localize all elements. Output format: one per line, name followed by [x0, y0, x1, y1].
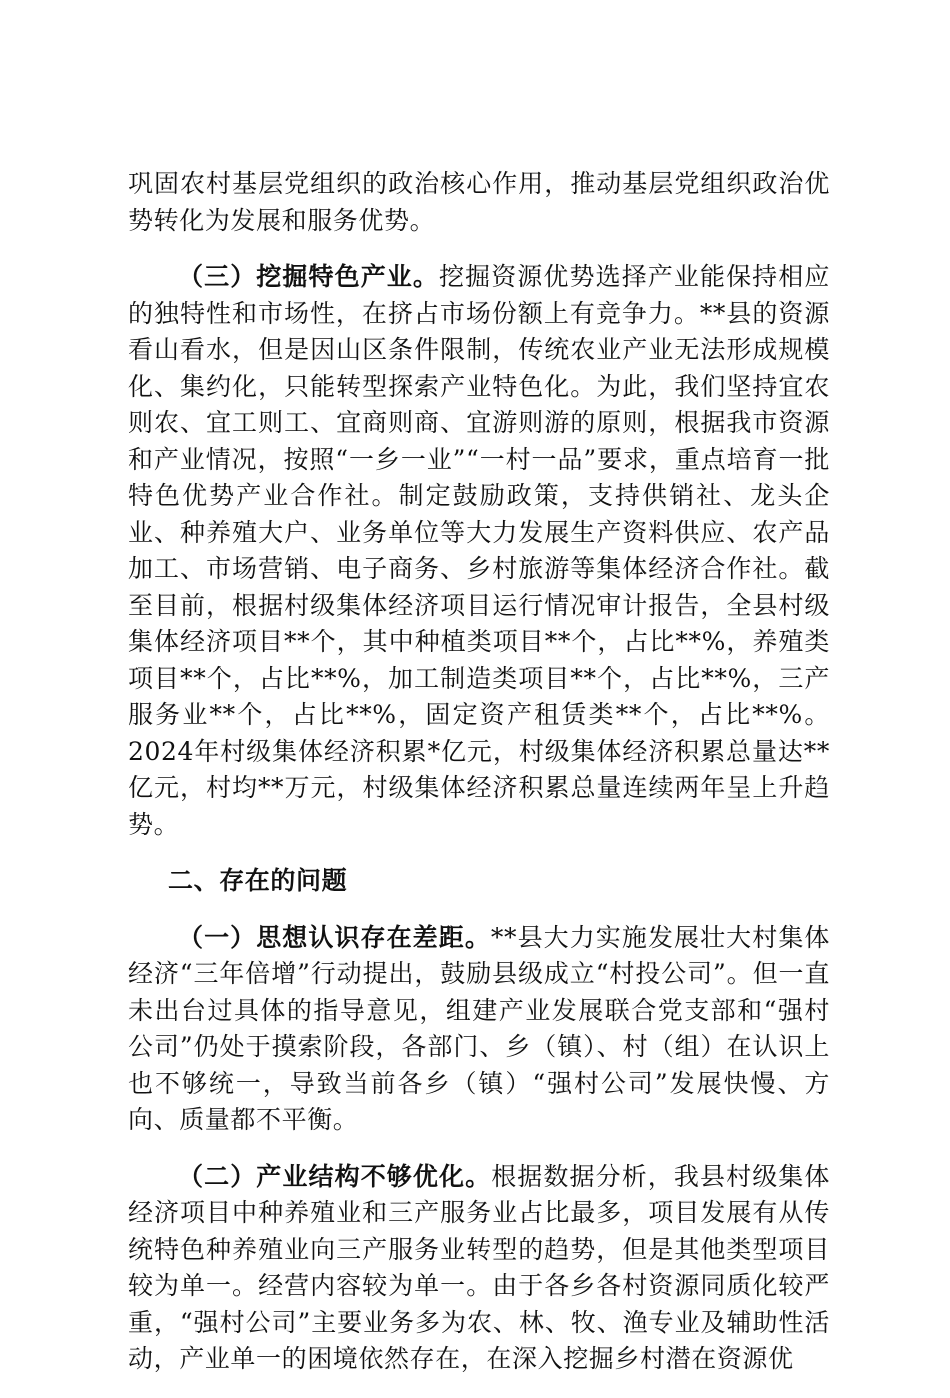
paragraph-text: **县大力实施发展壮大村集体经济“三年倍增”行动提出，鼓励县级成立“村投公司”。但一直未出台过具体的指导意见，组建产业发展联合党支部和“强村公司”仍处于摸索阶段，各部门、乡（镇）、村（组）在认识上也不够统一，导致当前各乡（镇）“强村公司”发展快慢、方向、质量都不平衡。 — [128, 922, 831, 1134]
paragraph-text: 巩固农村基层党组织的政治核心作用，推动基层党组织政治优势转化为发展和服务优势。 — [128, 169, 830, 235]
paragraph-text: 挖掘资源优势选择产业能保持相应的独特性和市场性，在挤占市场份额上有竞争力。**县的资源看山看水，但是因山区条件限制，传统农业产业无法形成规模化、集约化，只能转型探索产业特色化。为此，我们坚持宜农则农、宜工则工、宜商则商、宜游则游的原则，根据我市资源和产业情况，按照“一乡一业”“一村一品”要求，重点培育一批特色优势产业合作社。制定鼓励政策，支持供销社、龙头企业、种养殖大户、业务单位等大力发展生产资料供应、农产品加工、市场营销、电子商务、乡村旅游等集体经济合作社。截至目前，根据村级集体经济项目运行情况审计报告，全县村级集体经济项目**个，其中种植类项目**个，占比**%，养殖类项目**个，占比**%，加工制造类项目**个，占比**%，三产服务业**个，占比**%，固定资产租赁类**个，占比**%。2024年村级集体经济积累*亿元，村级集体经济积累总量达**亿元，村均**万元，村级集体经济积累总量连续两年呈上升趋势。 — [128, 262, 830, 839]
subheading-specialty-industry: （三）挖掘特色产业。 — [178, 262, 439, 291]
paragraph-industry-structure — [128, 1159, 830, 1378]
paragraph-specialty-industry — [128, 259, 830, 843]
paragraph-text: 根据数据分析，我县村级集体经济项目中种养殖业和三产服务业占比最多，项目发展有从传统特色种养殖业向三产服务业转型的趋势，但是其他类型项目较为单一。经营内容较为单一。由于各乡各村资源同质化较严重，“强村公司”主要业务多为农、林、牧、渔专业及辅助性活动，产业单一的困境依然存在，在深入挖掘乡村潜在资源优 — [128, 1161, 830, 1373]
subheading-ideological-gap: （一）思想认识存在差距。 — [178, 922, 491, 952]
document-body — [128, 166, 830, 1398]
subheading-industry-structure: （二）产业结构不够优化。 — [178, 1161, 492, 1191]
section-title-problems: 二、存在的问题 — [168, 866, 348, 895]
paragraph-ideological-gap — [128, 920, 830, 1139]
paragraph-continuation — [128, 166, 830, 239]
